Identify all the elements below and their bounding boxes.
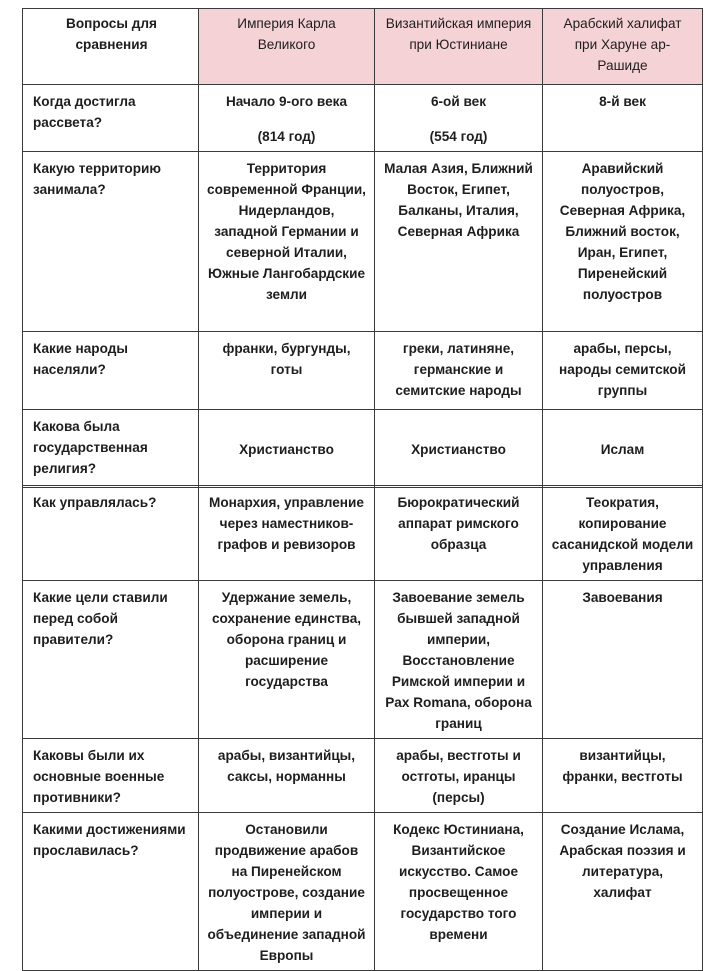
question-cell: Когда достигла рассвета?	[23, 85, 199, 152]
question-cell: Какую территорию занимала?	[23, 152, 199, 332]
answer-cell: Христианство	[199, 410, 375, 488]
answer-cell: Монархия, управление через наместников-графов и ревизоров	[199, 486, 375, 581]
answer-cell: Аравийский полуостров, Северная Африка, Ближний восток, Иран, Египет, Пиренейский полуостров	[543, 152, 703, 332]
answer-cell: арабы, персы, народы семитской группы	[543, 332, 703, 410]
question-cell: Как управлялась?	[23, 486, 199, 581]
answer-cell: Ислам	[543, 410, 703, 488]
answer-subtext: (554 год)	[429, 129, 488, 144]
answer-cell: Территория современной Франции, Нидерландов, западной Германии и северной Италии, Южные Лангобардские земли	[199, 152, 375, 332]
header-caliphate: Арабский халифат при Харуне ар-Рашиде	[543, 9, 703, 85]
answer-cell: византийцы, франки, вестготы	[543, 739, 703, 813]
answer-cell: Создание Ислама, Арабская поэзия и литература, халифат	[543, 813, 703, 971]
answer-cell: арабы, вестготы и остготы, иранцы (персы)	[375, 739, 543, 813]
table-row	[23, 332, 703, 410]
question-cell: Какими достижениями прославилась?	[23, 813, 199, 971]
answer-cell: греки, латиняне, германские и семитские народы	[375, 332, 543, 410]
answer-cell: Удержание земель, сохранение единства, оборона границ и расширение государства	[199, 581, 375, 739]
answer-cell: франки, бургунды, готы	[199, 332, 375, 410]
answer-cell: Христианство	[375, 410, 543, 488]
table-row	[23, 410, 703, 488]
answer-cell: арабы, византийцы, саксы, норманны	[199, 739, 375, 813]
question-cell: Каковы были их основные военные противники?	[23, 739, 199, 813]
table-row	[23, 581, 703, 739]
answer-subtext: (814 год)	[257, 129, 316, 144]
table-row	[23, 486, 703, 581]
header-question: Вопросы для сравнения	[23, 9, 199, 85]
header-row	[23, 9, 703, 85]
answer-cell: Завоевание земель бывшей западной империи, Восстановление Римской империи и Pax Romana, оборона границ	[375, 581, 543, 739]
answer-text: 6-ой век	[430, 94, 487, 109]
answer-cell	[199, 85, 375, 152]
answer-cell: Теократия, копирование сасанидской модели управления	[543, 486, 703, 581]
answer-cell: Остановили продвижение арабов на Пиренейском полуострове, создание империи и объединение западной Европы	[199, 813, 375, 971]
answer-cell: Бюрократический аппарат римского образца	[375, 486, 543, 581]
answer-cell: Малая Азия, Ближний Восток, Египет, Балканы, Италия, Северная Африка	[375, 152, 543, 332]
question-cell: Какие народы населяли?	[23, 332, 199, 410]
answer-text: Начало 9-ого века	[225, 94, 348, 109]
table-row	[23, 85, 703, 152]
table-row	[23, 813, 703, 971]
table-row	[23, 152, 703, 332]
question-cell: Какие цели ставили перед собой правители?	[23, 581, 199, 739]
answer-cell	[375, 85, 543, 152]
header-byzantium: Византийская империя при Юстиниане	[375, 9, 543, 85]
header-charlemagne: Империя Карла Великого	[199, 9, 375, 85]
answer-cell: Завоевания	[543, 581, 703, 739]
answer-cell: 8-й век	[543, 85, 703, 152]
comparison-table-part-2	[22, 485, 703, 971]
comparison-table-part-1	[22, 8, 703, 488]
answer-cell: Кодекс Юстиниана, Византийское искусство. Самое просвещенное государство того времени	[375, 813, 543, 971]
table-row	[23, 739, 703, 813]
question-cell: Какова была государственная религия?	[23, 410, 199, 488]
